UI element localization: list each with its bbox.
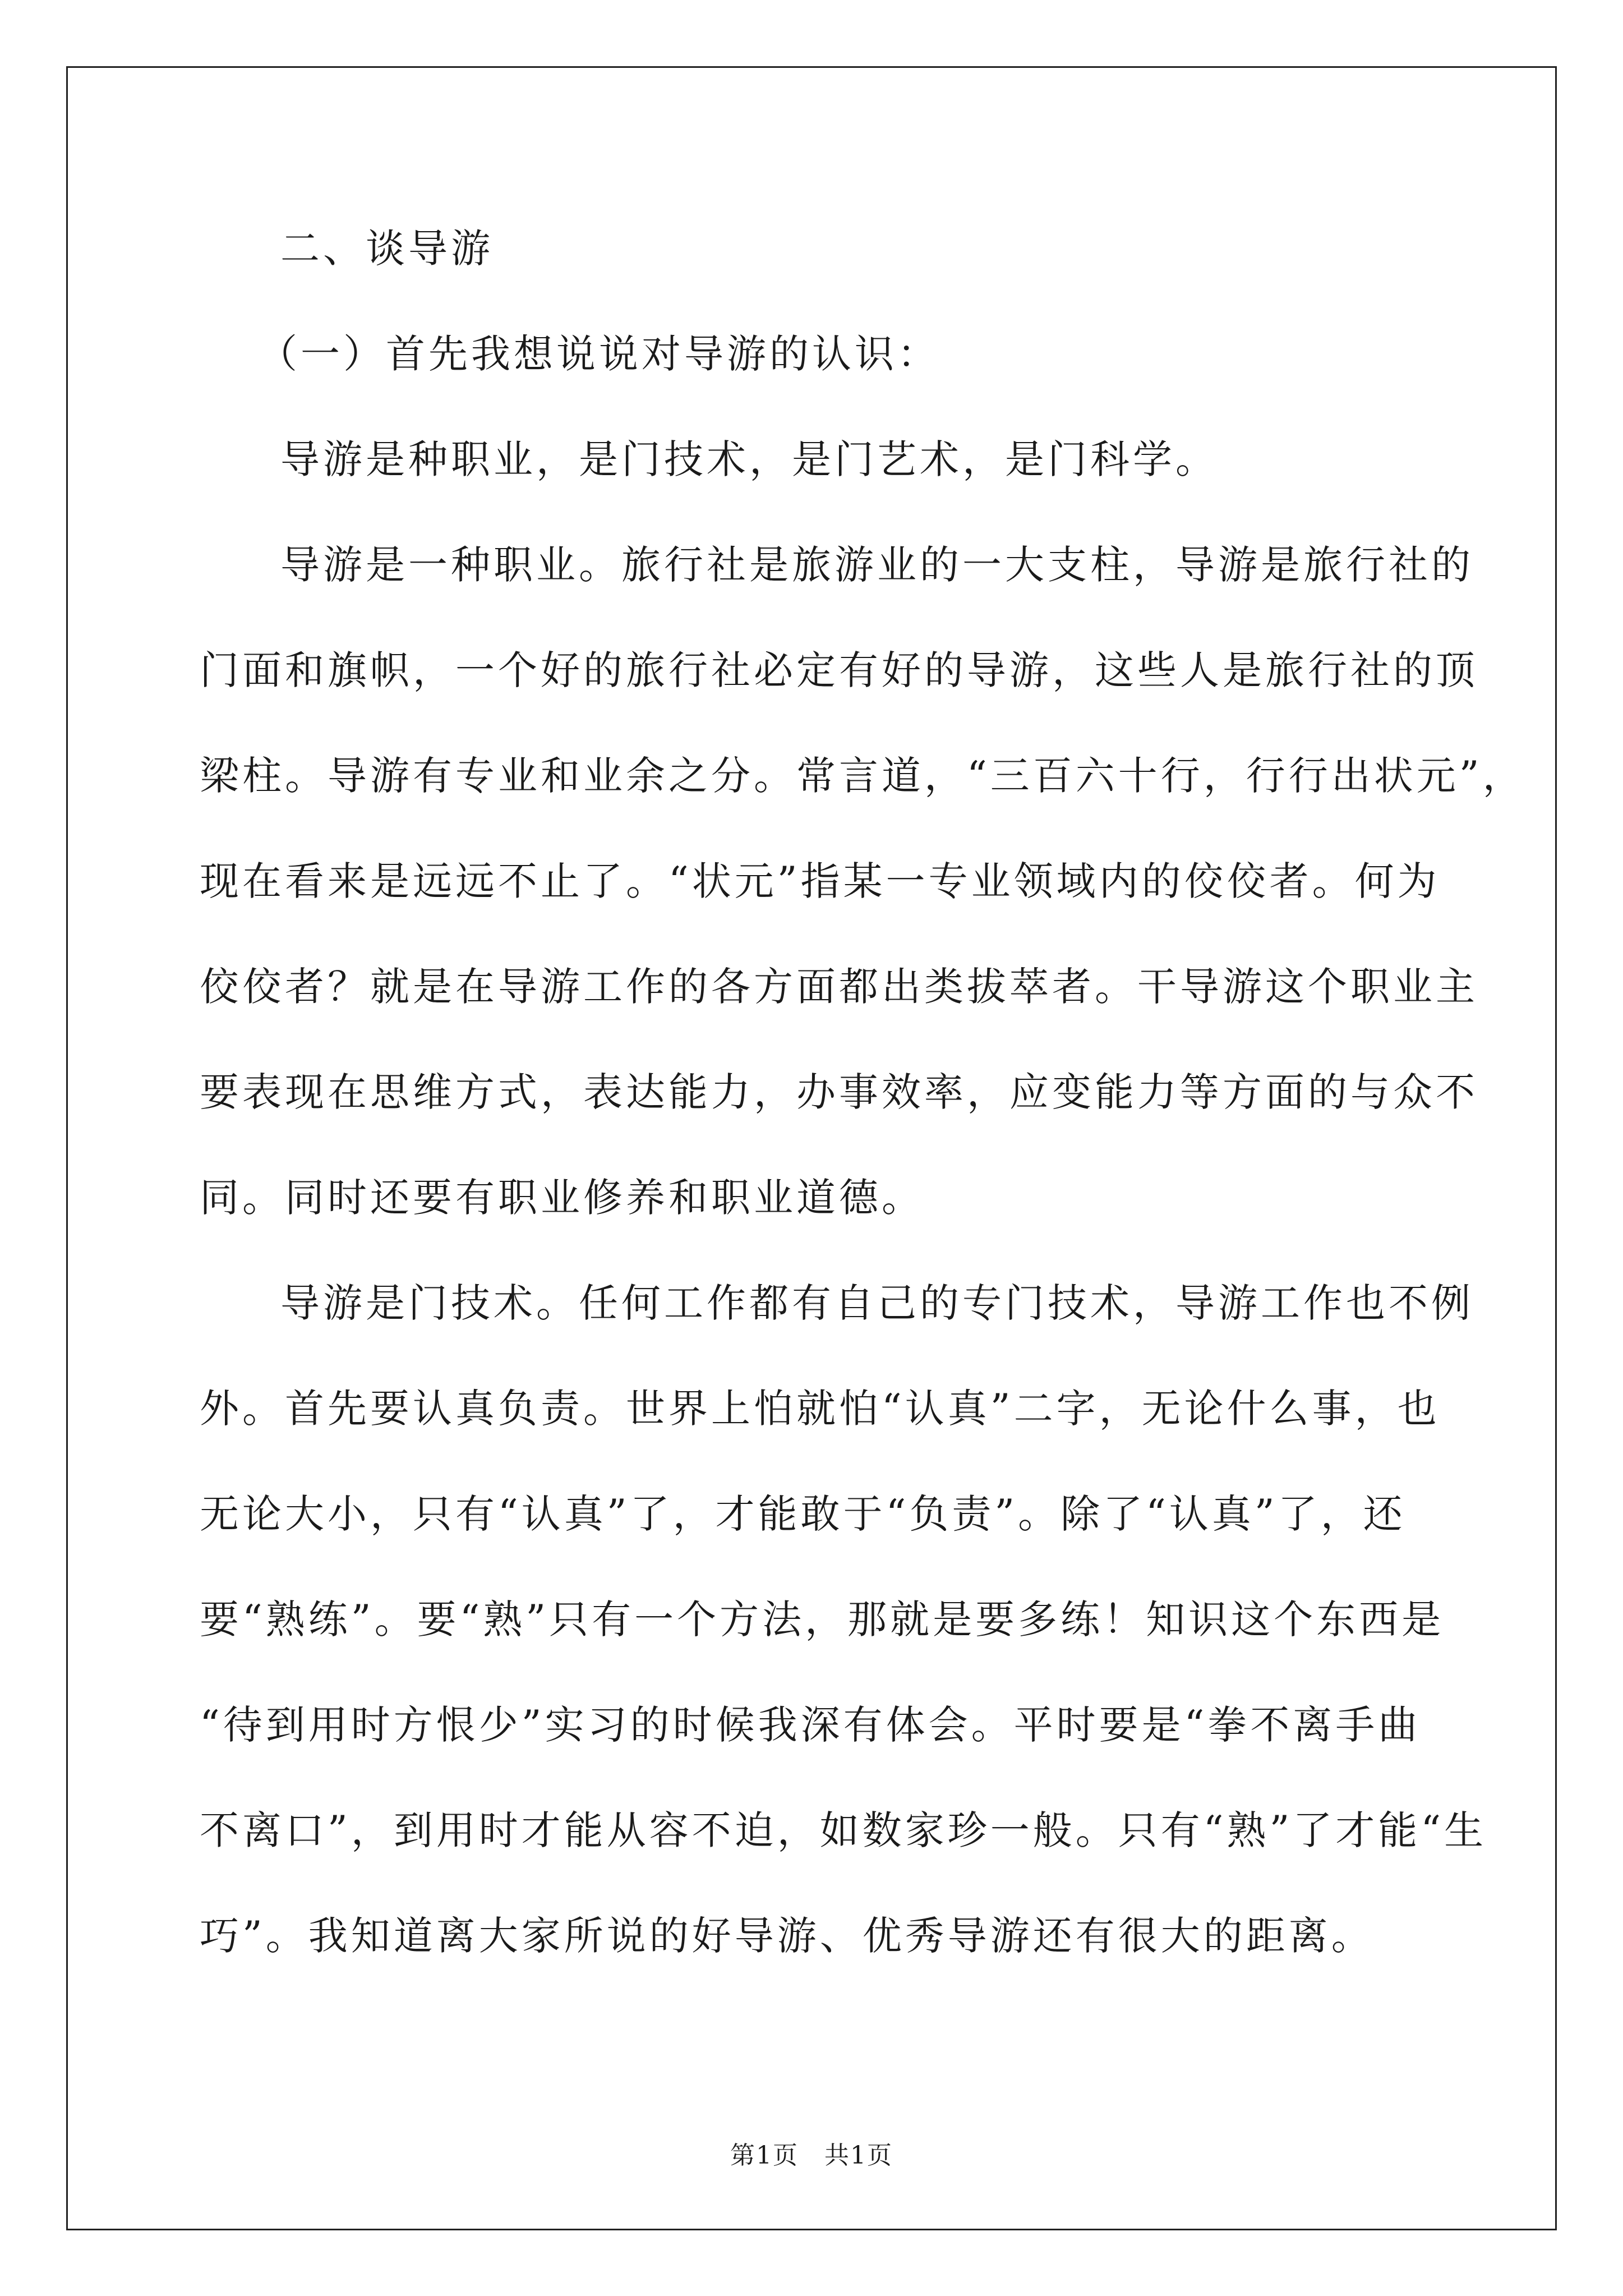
paragraph-line: 巧”。我知道离大家所说的好导游、优秀导游还有很大的距离。: [200, 1913, 1374, 1959]
paragraph-line: 梁柱。导游有专业和业余之分。常言道，“三百六十行，行行出状元”，: [200, 753, 1525, 799]
paragraph-line: 导游是一种职业。旅行社是旅游业的一大支柱，导游是旅行社的: [280, 542, 1474, 588]
paragraph-line: 要“熟练”。要“熟”只有一个方法，那就是要多练！知识这个东西是: [200, 1596, 1445, 1642]
paragraph-line: 无论大小，只有“认真”了，才能敢于“负责”。除了“认真”了，还: [200, 1491, 1406, 1537]
paragraph-line: 同。同时还要有职业修养和职业道德。: [200, 1175, 924, 1221]
paragraph-line: 导游是门技术。任何工作都有自己的专门技术，导游工作也不例: [280, 1280, 1474, 1326]
paragraph-line: 佼佼者？就是在导游工作的各方面都出类拔萃者。干导游这个职业主: [200, 964, 1478, 1010]
paragraph-line: 门面和旗帜，一个好的旅行社必定有好的导游，这些人是旅行社的顶: [200, 647, 1478, 693]
section-heading: 二、谈导游: [280, 226, 494, 272]
paragraph-line: 导游是种职业，是门技术，是门艺术，是门科学。: [280, 436, 1218, 482]
page-number-footer: 第1页 共1页: [730, 2141, 893, 2170]
paragraph-line: “待到用时方恨少”实习的时候我深有体会。平时要是“拳不离手曲: [200, 1702, 1421, 1748]
paragraph-line: 外。首先要认真负责。世界上怕就怕“认真”二字，无论什么事，也: [200, 1386, 1440, 1432]
subsection-heading: （一）首先我想说说对导游的认识：: [258, 331, 940, 377]
paragraph-line: 要表现在思维方式，表达能力，办事效率，应变能力等方面的与众不: [200, 1069, 1478, 1115]
paragraph-line: 不离口”，到用时才能从容不迫，如数家珍一般。只有“熟”了才能“生: [200, 1807, 1487, 1853]
paragraph-line: 现在看来是远远不止了。“状元”指某一专业领域内的佼佼者。何为: [200, 858, 1440, 904]
